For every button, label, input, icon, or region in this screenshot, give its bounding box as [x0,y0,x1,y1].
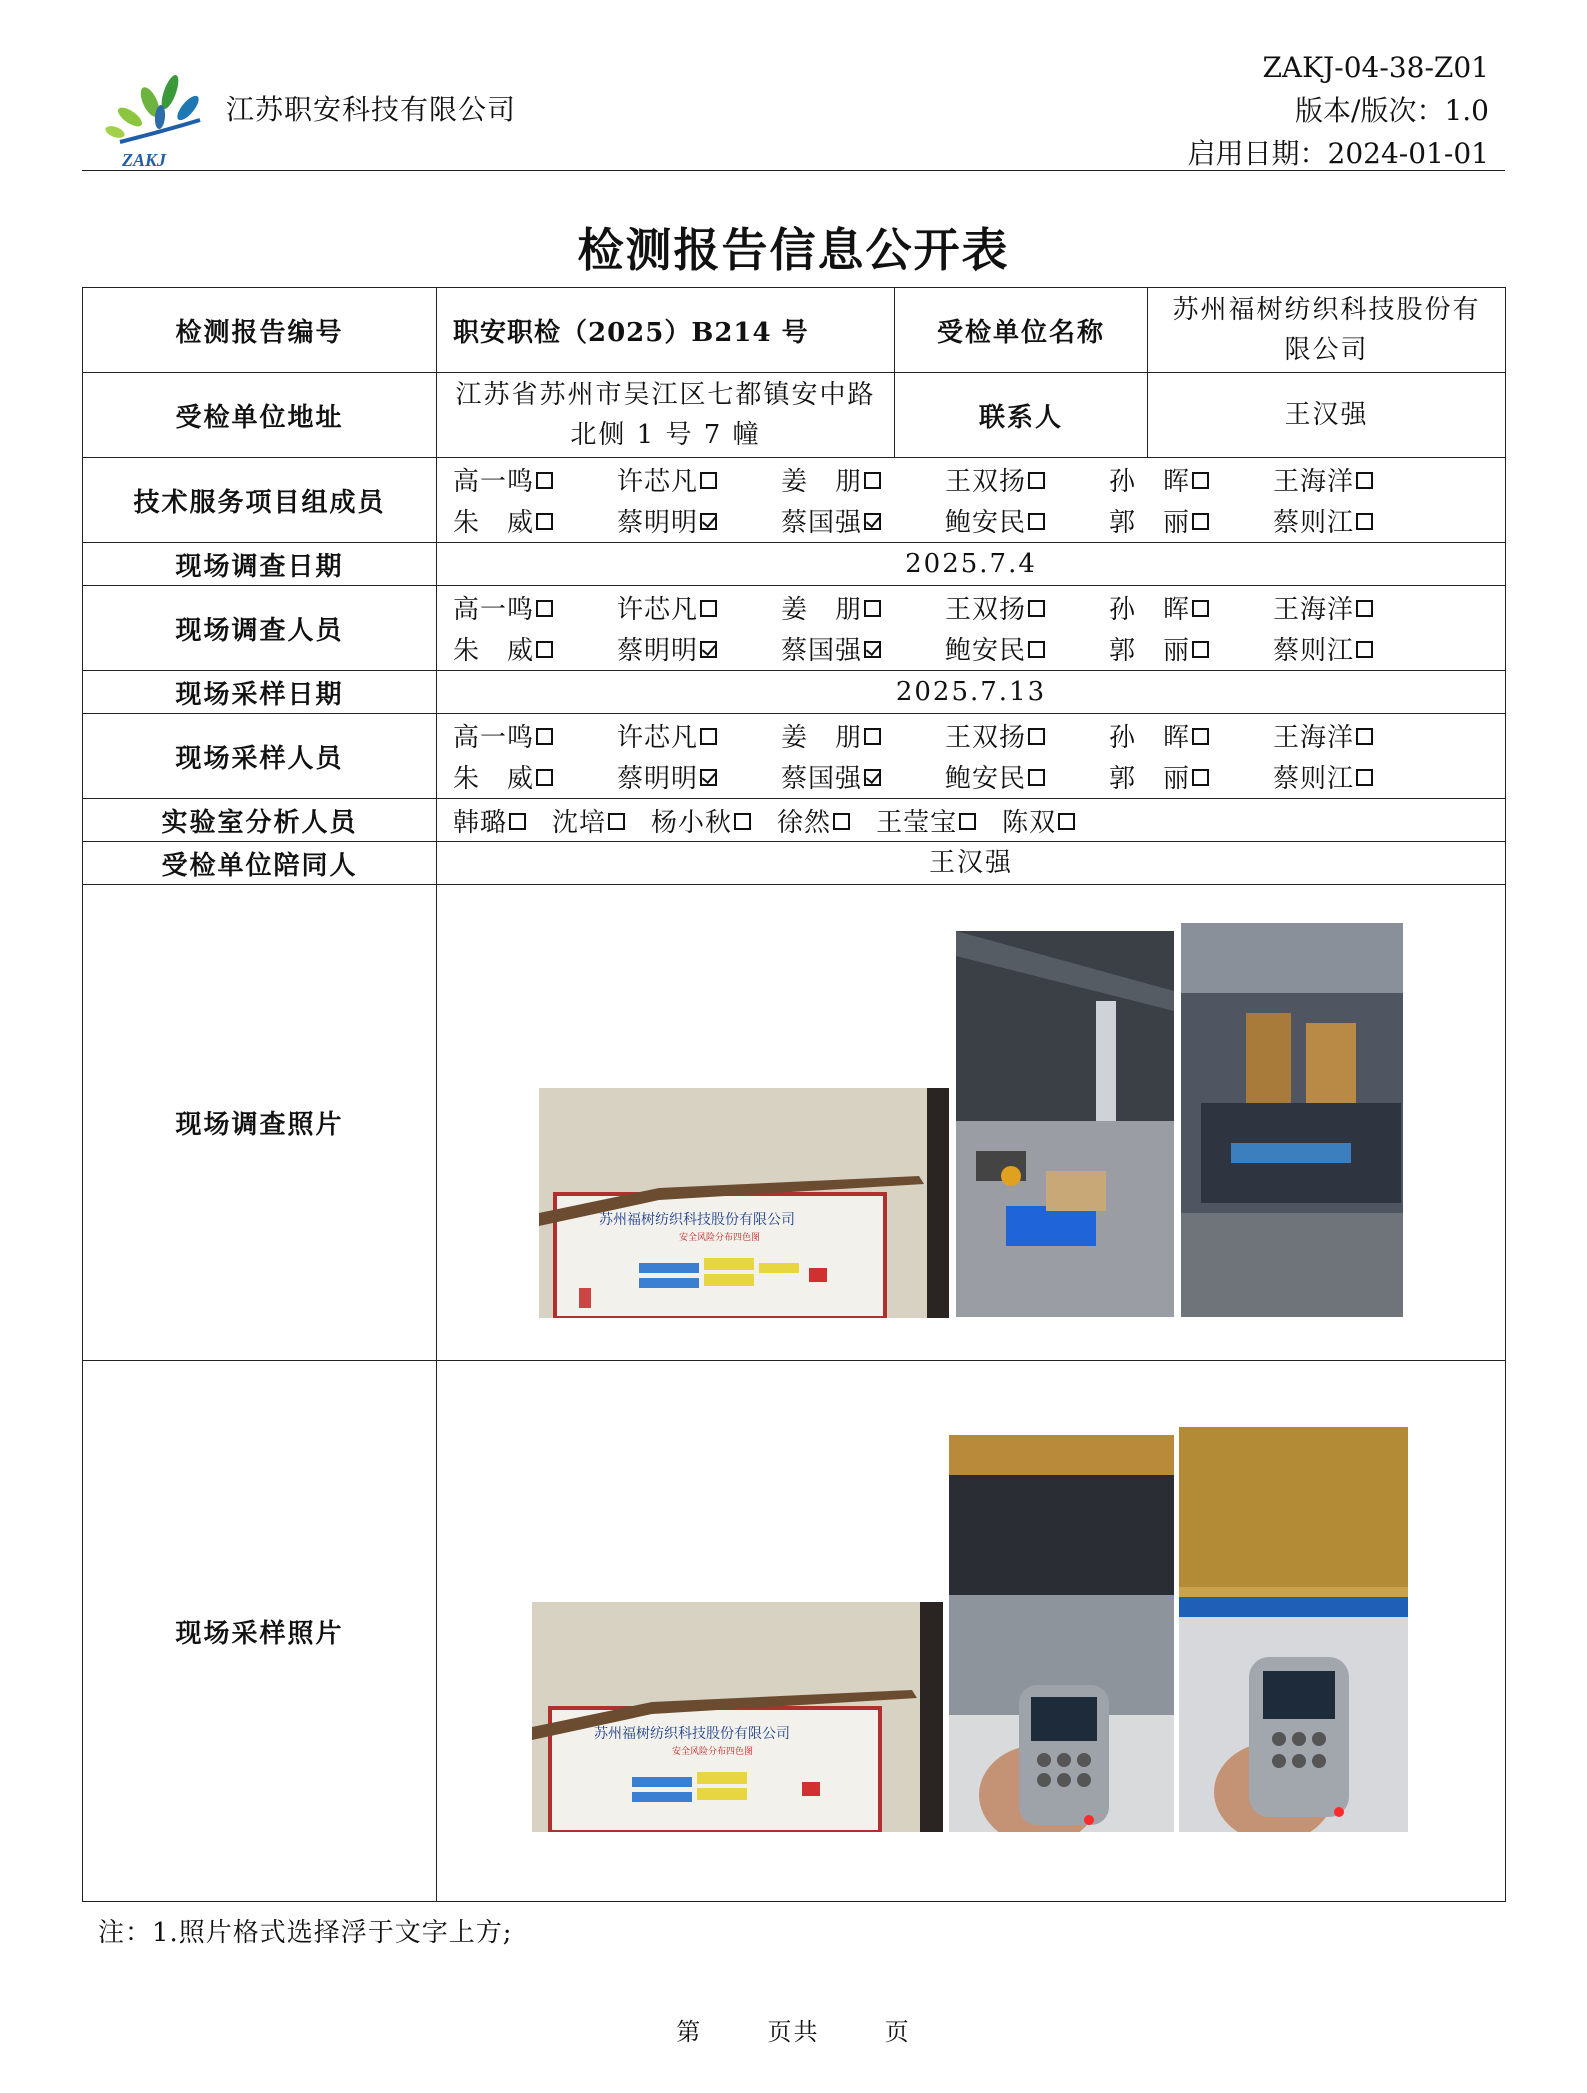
table-row [83,458,1506,543]
checkbox[interactable] [1028,769,1045,786]
checked-checkbox[interactable] [864,769,881,786]
checkbox[interactable] [833,813,850,830]
person-name: 蔡国强 [781,636,863,666]
checkbox[interactable] [700,600,717,617]
lab-person-entry [453,802,526,839]
sample-date-label: 现场采样日期 [83,671,437,714]
checkbox[interactable] [864,728,881,745]
person-entry [945,589,1109,626]
report-no-value: 职安职检（2025）B214 号 [437,288,895,373]
person-name: 许芯凡 [617,723,699,753]
person-name: 姜 朋 [781,723,863,753]
checkbox[interactable] [1356,769,1373,786]
checkbox[interactable] [1356,728,1373,745]
sample-staff-label: 现场采样人员 [83,714,437,799]
person-name: 鲍安民 [945,508,1027,538]
person-name: 许芯凡 [617,467,699,497]
person-name: 高一鸣 [453,595,535,625]
team-label: 技术服务项目组成员 [83,458,437,543]
person-name: 蔡则江 [1273,764,1355,794]
survey-staff-members [437,586,1506,671]
checkbox[interactable] [1028,472,1045,489]
person-entry [617,461,781,498]
person-entry [1109,630,1273,667]
report-no-label: 检测报告编号 [83,288,437,373]
person-row [453,756,1505,797]
lab-person-entry [777,802,850,839]
person-entry [617,758,781,795]
table-row [83,671,1506,714]
checked-checkbox[interactable] [700,641,717,658]
table-row [83,373,1506,458]
checkbox[interactable] [1192,769,1209,786]
person-entry [617,630,781,667]
checked-checkbox[interactable] [700,769,717,786]
checked-checkbox[interactable] [700,513,717,530]
person-name: 许芯凡 [617,595,699,625]
checkbox[interactable] [1028,641,1045,658]
contact-label: 联系人 [895,373,1148,458]
person-name: 孙 晖 [1109,723,1191,753]
person-name: 杨小秋 [651,807,733,838]
survey-photos [437,885,1506,1361]
sample-date-value: 2025.7.13 [437,671,1506,714]
person-name: 朱 威 [453,636,535,666]
header-divider [82,170,1505,171]
person-row [453,628,1505,669]
person-entry [453,630,617,667]
person-entry [945,717,1109,754]
checkbox[interactable] [536,641,553,658]
checkbox[interactable] [536,513,553,530]
contact-value: 王汉强 [1148,373,1506,458]
person-name: 郭 丽 [1109,636,1191,666]
footer-page: 第 [676,2018,703,2046]
person-row [453,500,1505,541]
person-entry [453,502,617,539]
checkbox[interactable] [864,472,881,489]
info-table [82,287,1506,1902]
person-entry [1109,589,1273,626]
person-name: 高一鸣 [453,723,535,753]
person-name: 徐然 [777,807,832,838]
checkbox[interactable] [1356,600,1373,617]
sample-staff-members [437,714,1506,799]
checkbox[interactable] [536,472,553,489]
person-entry [1273,717,1437,754]
person-entry [1109,502,1273,539]
person-name: 高一鸣 [453,467,535,497]
page-title: 检测报告信息公开表 [577,223,1010,277]
svg-text:苏州福树纺织科技股份有限公司: 苏州福树纺织科技股份有限公司 [594,1726,790,1742]
company-logo [100,62,215,174]
person-name: 鲍安民 [945,764,1027,794]
photo-noise-meter-1 [949,1435,1174,1832]
footnote: 注：1.照片格式选择浮于文字上方; [98,1918,513,1948]
person-entry [781,589,945,626]
photo-noise-meter-2 [1179,1427,1408,1832]
person-name: 蔡则江 [1273,508,1355,538]
unit-name-label: 受检单位名称 [895,288,1148,373]
person-entry [945,502,1109,539]
escort-label: 受检单位陪同人 [83,842,437,885]
person-entry [617,502,781,539]
person-name: 姜 朋 [781,595,863,625]
survey-photos-label: 现场调查照片 [83,885,437,1361]
checkbox[interactable] [1058,813,1075,830]
lab-person-entry [1002,802,1075,839]
svg-text:苏州福树纺织科技股份有限公司: 苏州福树纺织科技股份有限公司 [599,1212,795,1228]
person-row [453,587,1505,628]
checkbox[interactable] [608,813,625,830]
person-name: 姜 朋 [781,467,863,497]
svg-text:安全风险分布四色图: 安全风险分布四色图 [679,1233,761,1243]
escort-value: 王汉强 [437,842,1506,885]
table-row [83,1361,1506,1902]
person-entry [617,589,781,626]
lab-person-entry [876,802,976,839]
person-entry [1273,502,1437,539]
table-row [83,714,1506,799]
checkbox[interactable] [1192,600,1209,617]
person-entry [453,758,617,795]
lab-person-entry [651,802,751,839]
person-entry [1109,461,1273,498]
checkbox[interactable] [1356,472,1373,489]
checkbox[interactable] [734,813,751,830]
person-entry [1273,589,1437,626]
effective-date: 启用日期：2024-01-01 [1187,137,1489,170]
person-name: 王海洋 [1273,595,1355,625]
doc-code: ZAKJ-04-38-Z01 [1262,51,1489,84]
checkbox[interactable] [509,813,526,830]
person-name: 蔡国强 [781,764,863,794]
person-entry [453,589,617,626]
survey-date-label: 现场调查日期 [83,543,437,586]
checkbox[interactable] [700,472,717,489]
person-entry [781,630,945,667]
person-entry [945,461,1109,498]
checkbox[interactable] [1356,641,1373,658]
table-row [83,586,1506,671]
checked-checkbox[interactable] [864,641,881,658]
survey-staff-label: 现场调查人员 [83,586,437,671]
person-entry [1109,717,1273,754]
person-name: 郭 丽 [1109,764,1191,794]
person-name: 蔡明明 [617,636,699,666]
checkbox[interactable] [1028,600,1045,617]
person-entry [1109,758,1273,795]
person-row [453,715,1505,756]
address-value: 江苏省苏州市吴江区七都镇安中路北侧 1 号 7 幢 [437,373,895,458]
table-row [83,842,1506,885]
document-meta [1188,46,1489,175]
person-entry [781,461,945,498]
checkbox[interactable] [1356,513,1373,530]
checkbox[interactable] [1192,472,1209,489]
sample-photos-label: 现场采样照片 [83,1361,437,1902]
checkbox[interactable] [1028,513,1045,530]
doc-version: 版本/版次：1.0 [1295,94,1489,127]
photo-safety-sign-2 [532,1602,943,1832]
svg-text:安全风险分布四色图: 安全风险分布四色图 [672,1747,754,1757]
person-name: 王海洋 [1273,467,1355,497]
person-name: 朱 威 [453,764,535,794]
photo-safety-sign [539,1088,949,1318]
footer-end: 页 [884,2018,911,2046]
checkbox[interactable] [959,813,976,830]
photo-factory-floor [956,931,1174,1317]
person-name: 王海洋 [1273,723,1355,753]
person-name: 沈培 [552,807,607,838]
table-row [83,288,1506,373]
person-name: 王莹宝 [876,807,958,838]
photo-loom-machines [1181,923,1403,1317]
person-entry [617,717,781,754]
person-name: 郭 丽 [1109,508,1191,538]
checkbox[interactable] [536,769,553,786]
svg-text:ZAKJ: ZAKJ [122,150,167,170]
checkbox[interactable] [536,728,553,745]
checkbox[interactable] [1028,728,1045,745]
person-entry [453,717,617,754]
person-entry [945,630,1109,667]
person-row [453,459,1505,500]
person-name: 蔡明明 [617,508,699,538]
table-row [83,799,1506,842]
person-name: 蔡国强 [781,508,863,538]
company-name: 江苏职安科技有限公司 [226,93,517,126]
person-name: 王双扬 [945,467,1027,497]
person-entry [781,758,945,795]
lab-staff-members [437,799,1506,842]
person-entry [453,461,617,498]
checkbox[interactable] [700,728,717,745]
team-members [437,458,1506,543]
checkbox[interactable] [1192,728,1209,745]
lab-person-entry [552,802,625,839]
checkbox[interactable] [1192,513,1209,530]
person-entry [781,502,945,539]
person-name: 朱 威 [453,508,535,538]
person-name: 王双扬 [945,723,1027,753]
unit-name-value: 苏州福树纺织科技股份有限公司 [1148,288,1506,373]
person-name: 韩璐 [453,807,508,838]
table-row [83,543,1506,586]
person-entry [1273,758,1437,795]
lab-staff-label: 实验室分析人员 [83,799,437,842]
footer-of: 页共 [767,2018,820,2046]
person-name: 蔡则江 [1273,636,1355,666]
person-entry [1273,630,1437,667]
person-name: 蔡明明 [617,764,699,794]
checkbox[interactable] [536,600,553,617]
person-name: 孙 晖 [1109,595,1191,625]
person-entry [1273,461,1437,498]
address-label: 受检单位地址 [83,373,437,458]
survey-date-value: 2025.7.4 [437,543,1506,586]
checkbox[interactable] [864,600,881,617]
checkbox[interactable] [1192,641,1209,658]
person-name: 鲍安民 [945,636,1027,666]
person-name: 陈双 [1002,807,1057,838]
person-entry [945,758,1109,795]
person-name: 孙 晖 [1109,467,1191,497]
person-name: 王双扬 [945,595,1027,625]
page-footer [0,2012,1587,2047]
sample-photos [437,1361,1506,1902]
table-row [83,885,1506,1361]
person-entry [781,717,945,754]
checked-checkbox[interactable] [864,513,881,530]
leaf-logo-icon [100,62,215,174]
